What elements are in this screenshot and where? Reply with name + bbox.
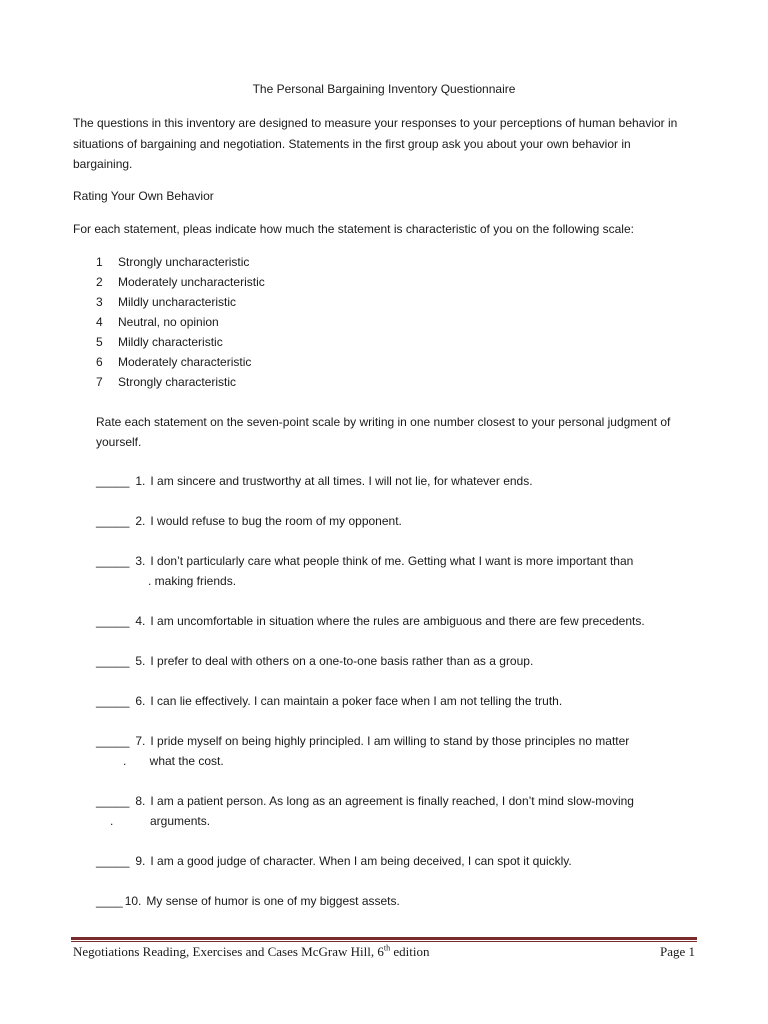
answer-blank[interactable]: _____ [96, 654, 130, 668]
question-text: I prefer to deal with others on a one-to-one basis rather than as a group. [150, 654, 534, 668]
answer-blank[interactable]: _____ [96, 514, 130, 528]
intro-paragraph: The questions in this inventory are designed to measure your responses to your perceptions of human behavior in situations of bargaining and negotiation. Statements in the first group ask you about your own behavior in bargaining. [73, 116, 678, 171]
question-item [96, 471, 696, 491]
question-text-continuation: . making friends. [148, 574, 237, 588]
question-number: 6. [135, 694, 146, 708]
answer-blank[interactable]: _____ [96, 734, 130, 748]
scale-number: 1 [96, 255, 103, 269]
question-text: I would refuse to bug the room of my opponent. [150, 514, 402, 528]
scale-label: Moderately characteristic [118, 355, 252, 369]
rating-scale-list [96, 252, 265, 392]
question-item [96, 891, 696, 911]
question-text: I am sincere and trustworthy at all times. I will not lie, for whatever ends. [150, 474, 533, 488]
scale-item [96, 352, 265, 372]
footer-edition-suffix: th [383, 943, 391, 953]
answer-blank[interactable]: _____ [96, 694, 130, 708]
question-item [96, 651, 696, 671]
scale-number: 2 [96, 275, 103, 289]
scale-item [96, 292, 265, 312]
scale-label: Mildly uncharacteristic [118, 295, 237, 309]
question-text: I am uncomfortable in situation where the rules are ambiguous and there are few precedents. [150, 614, 645, 628]
document-title: The Personal Bargaining Inventory Questionnaire [252, 82, 516, 96]
scale-label: Neutral, no opinion [118, 315, 219, 329]
question-number: 7. [135, 734, 146, 748]
scale-instructions: For each statement, pleas indicate how much the statement is characteristic of you on the following scale: [73, 222, 634, 236]
question-number: 4. [135, 614, 146, 628]
rating-instructions: Rate each statement on the seven-point scale by writing in one number closest to your personal judgment of yourself. [96, 415, 671, 449]
question-number: 1. [135, 474, 146, 488]
scale-label: Strongly uncharacteristic [118, 255, 250, 269]
scale-number: 6 [96, 355, 103, 369]
scale-item [96, 332, 265, 352]
footer-divider [71, 937, 697, 940]
question-number: 10. [124, 894, 142, 908]
footer-edition-label: edition [390, 944, 430, 959]
question-item [96, 511, 696, 531]
question-item [96, 851, 696, 871]
scale-number: 7 [96, 375, 103, 389]
scale-item [96, 372, 265, 392]
scale-number: 4 [96, 315, 103, 329]
scale-label: Strongly characteristic [118, 375, 237, 389]
question-text-continuation: . arguments. [110, 814, 211, 828]
footer-source [73, 944, 429, 960]
scale-item [96, 312, 265, 332]
question-item [96, 551, 696, 591]
page-number: Page 1 [659, 944, 695, 959]
question-text: I am a patient person. As long as an agreement is finally reached, I don’t mind slow-moving [150, 794, 634, 808]
question-text: I can lie effectively. I can maintain a poker face when I am not telling the truth. [150, 694, 563, 708]
question-item [96, 791, 696, 831]
scale-number: 3 [96, 295, 103, 309]
question-number: 3. [135, 554, 146, 568]
question-number: 9. [135, 854, 146, 868]
question-item [96, 691, 696, 711]
question-text: I am a good judge of character. When I am being deceived, I can spot it quickly. [150, 854, 572, 868]
answer-blank[interactable]: _____ [96, 794, 130, 808]
answer-blank[interactable]: _____ [96, 554, 130, 568]
question-item [96, 731, 696, 771]
footer-source-text: Negotiations Reading, Exercises and Cases McGraw Hill, 6 [73, 944, 384, 959]
answer-blank[interactable]: _____ [96, 614, 130, 628]
question-number: 5. [135, 654, 146, 668]
scale-label: Mildly characteristic [118, 335, 223, 349]
answer-blank[interactable]: ____ [96, 894, 123, 908]
question-number: 2. [135, 514, 146, 528]
scale-item [96, 252, 265, 272]
section-heading: Rating Your Own Behavior [73, 189, 214, 203]
footer-divider-thin [71, 941, 697, 942]
question-item [96, 611, 696, 631]
answer-blank[interactable]: _____ [96, 854, 130, 868]
scale-label: Moderately uncharacteristic [118, 275, 265, 289]
scale-item [96, 272, 265, 292]
question-number: 8. [135, 794, 146, 808]
question-text: I don’t particularly care what people think of me. Getting what I want is more important than [150, 554, 634, 568]
question-text: I pride myself on being highly principled. I am willing to stand by those principles no matter [150, 734, 630, 748]
answer-blank[interactable]: _____ [96, 474, 130, 488]
question-text-continuation: . what the cost. [123, 754, 224, 768]
scale-number: 5 [96, 335, 103, 349]
question-text: My sense of humor is one of my biggest assets. [146, 894, 400, 908]
